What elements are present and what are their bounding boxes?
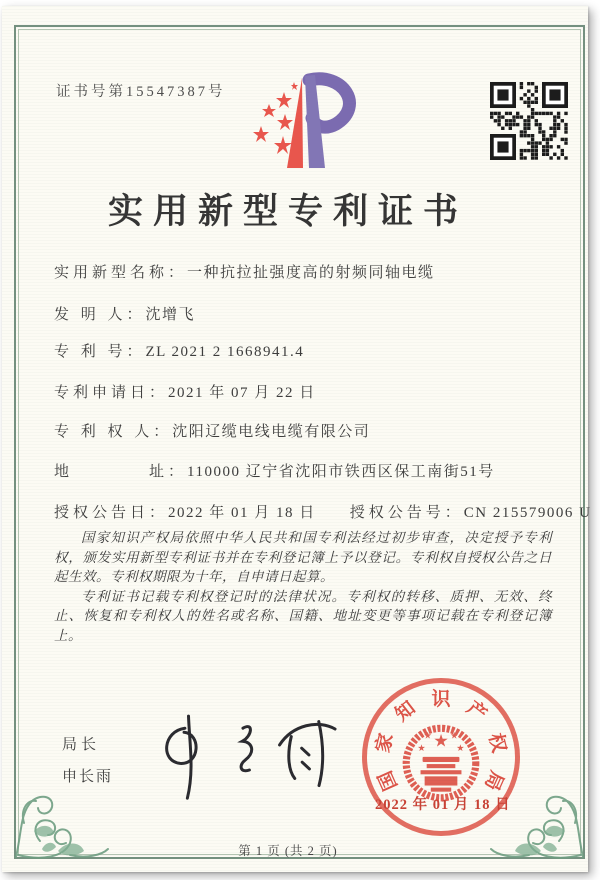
field-row-utility-name [54, 261, 548, 282]
certificate-title: 实用新型专利证书 [107, 192, 468, 231]
field-label: 专利申请日： [54, 385, 169, 401]
field-row-address [54, 460, 548, 481]
field-label: 专 利 权 人： [54, 424, 173, 440]
field-value: 110000 辽宁省沈阳市铁西区保工南街51号 [187, 464, 495, 480]
field-label: 实用新型名称： [54, 265, 188, 281]
seal-date: 2022 年 01 月 18 日 [375, 797, 511, 813]
svg-text:★: ★ [456, 743, 465, 755]
page-footer: 第 1 页 (共 2 页) [238, 844, 338, 858]
field-value: ZL 2021 2 1668941.4 [145, 344, 305, 360]
field-row-filing-date [54, 381, 548, 402]
field-label: 授权公告号： [349, 505, 464, 521]
seal-character: 知 [391, 697, 420, 726]
field-value: 沈阳辽缆电线电缆有限公司 [172, 424, 371, 440]
cnipa-logo-icon [239, 70, 365, 174]
certificate-paper [2, 6, 592, 872]
legal-paragraph-2: 专利证书记载专利权登记时的法律状况。专利权的转移、质押、无效、终止、恢复和专利权人的姓名或名称、国籍、地址变更等事项记载在专利登记簿上。 [54, 588, 552, 643]
certificate-number: 证书号第15547387号 [56, 84, 226, 100]
field-value: 沈增飞 [145, 307, 196, 323]
field-value: 2022 年 01 月 18 日 [168, 505, 316, 521]
seal-character: 权 [484, 731, 510, 755]
field-label: 地 址： [54, 464, 188, 480]
svg-text:★: ★ [423, 730, 432, 742]
seal-character: 识 [431, 689, 451, 710]
field-label: 授权公告日： [54, 505, 169, 521]
director-name: 申长雨 [62, 769, 114, 785]
official-seal-stamp [362, 678, 520, 836]
field-value: 2021 年 07 月 22 日 [168, 385, 316, 401]
field-row-patentee [54, 420, 548, 441]
handwritten-signature-icon [150, 705, 348, 812]
seal-character: 局 [480, 767, 507, 794]
field-row-grant [54, 501, 592, 522]
field-row-patent-number [54, 340, 548, 361]
legal-paragraph-1: 国家知识产权局依照中华人民共和国专利法经过初步审查，决定授予专利权，颁发实用新型专利证书并在专利登记簿上予以登记。专利权自授权公告之日起生效。专利权期限为十年，自申请日起算。 [54, 530, 552, 584]
field-label: 专 利 号： [54, 344, 146, 360]
qr-code-icon [490, 82, 568, 160]
seal-character: 产 [462, 697, 491, 726]
seal-character: 国 [375, 767, 402, 794]
field-label: 发 明 人： [54, 307, 146, 323]
svg-text:★: ★ [433, 732, 449, 753]
svg-text:★: ★ [450, 730, 459, 742]
field-value: CN 215579006 U [463, 505, 592, 521]
legal-text [54, 528, 552, 645]
field-row-inventor [54, 303, 548, 324]
svg-text:★: ★ [417, 743, 426, 755]
director-title: 局长 [62, 737, 101, 753]
field-value: 一种抗拉扯强度高的射频同轴电缆 [187, 265, 435, 281]
seal-character: 家 [372, 731, 398, 755]
